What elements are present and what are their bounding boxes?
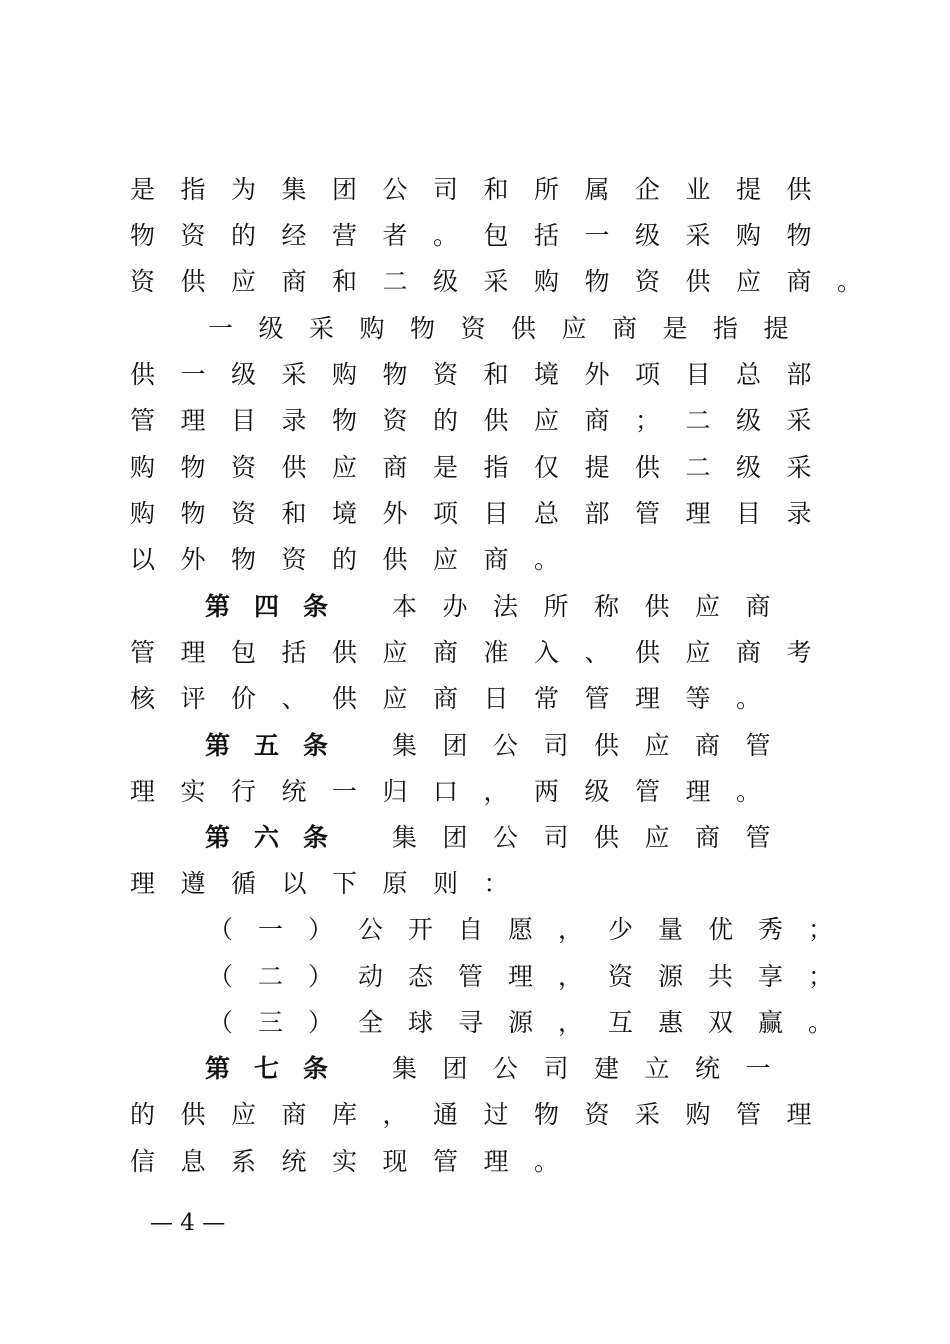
text-line: 管理包括供应商准入、供应商考: [130, 638, 838, 667]
article-4-heading: 第四条: [205, 592, 353, 621]
text-line: 一级采购物资供应商是指提: [208, 314, 815, 343]
text-line: 管理目录物资的供应商；二级采: [130, 406, 838, 435]
article-5-first-line: [205, 723, 950, 769]
text-line: 购物资供应商是指仅提供二级采: [130, 453, 838, 482]
principle-item: （三）全球寻源，互惠双赢。: [208, 1008, 859, 1037]
article-5-text: 集团公司供应商管: [392, 731, 797, 760]
principle-item: （一）公开自愿，少量优秀；: [208, 915, 859, 944]
article-6-first-line: [205, 815, 950, 861]
text-line: 以外物资的供应商。: [130, 545, 585, 574]
article-7-text: 集团公司建立统一: [392, 1054, 797, 1083]
article-6-heading: 第六条: [205, 823, 353, 852]
article-7-first-line: [205, 1046, 950, 1092]
text-line: 理遵循以下原则：: [130, 869, 535, 898]
article-6-text: 集团公司供应商管: [392, 823, 797, 852]
article-5-heading: 第五条: [205, 731, 353, 760]
text-line: 信息系统实现管理。: [130, 1147, 585, 1176]
text-line: 供一级采购物资和境外项目总部: [130, 360, 838, 389]
text-line: 物资的经营者。包括一级采购物: [130, 221, 838, 250]
article-4-first-line: [205, 584, 950, 630]
text-line: 核评价、供应商日常管理等。: [130, 684, 787, 713]
article-7-heading: 第七条: [205, 1054, 353, 1083]
text-line: 资供应商和二级采购物资供应商。: [130, 267, 888, 296]
text-line: 的供应商库，通过物资采购管理: [130, 1100, 838, 1129]
page-number: — 4 —: [150, 1210, 226, 1236]
text-line: 理实行统一归口，两级管理。: [130, 777, 787, 806]
text-line: 是指为集团公司和所属企业提供: [130, 175, 838, 204]
text-line: 购物资和境外项目总部管理目录: [130, 499, 838, 528]
article-4-text: 本办法所称供应商: [392, 592, 797, 621]
principle-item: （二）动态管理，资源共享；: [208, 962, 859, 991]
